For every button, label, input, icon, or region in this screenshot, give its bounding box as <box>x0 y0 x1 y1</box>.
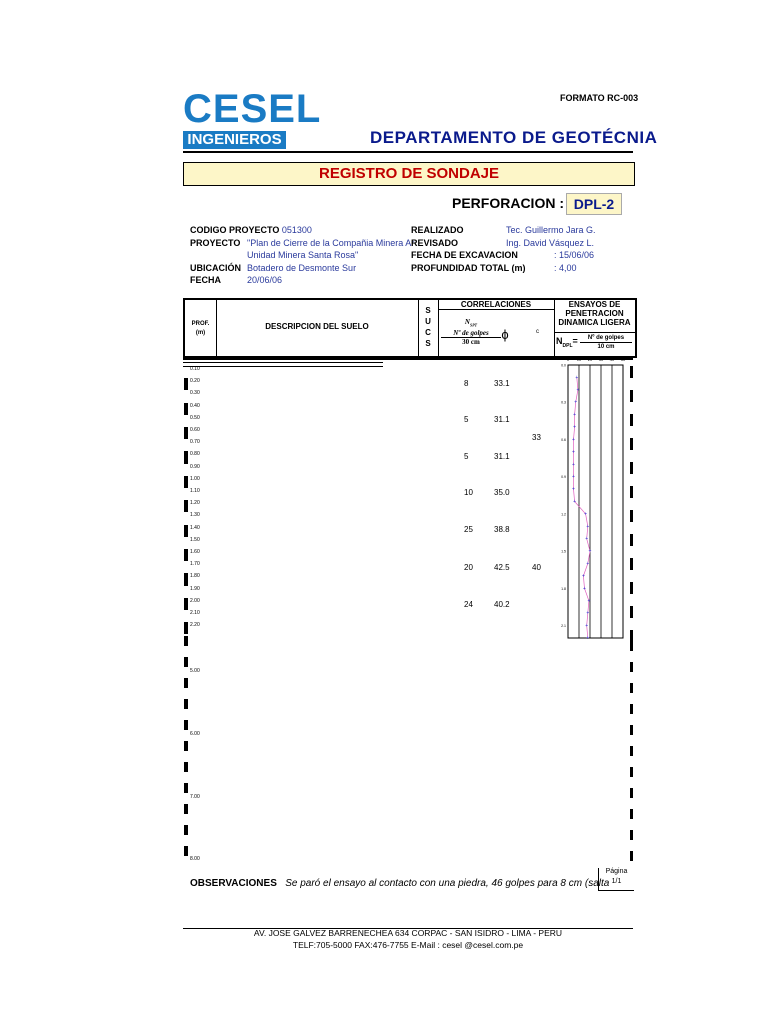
data-point: + <box>572 474 575 481</box>
x-tick-label: 50 <box>620 357 626 362</box>
nspt-value: 5 <box>464 415 469 424</box>
data-point: + <box>585 623 589 630</box>
nspt-value: 24 <box>464 600 473 609</box>
y-tick-label: 1.8 <box>561 586 566 591</box>
company-logo: CESEL <box>183 87 322 131</box>
x-tick-label: 10 <box>576 357 582 362</box>
perforacion-label: PERFORACION : <box>452 195 564 211</box>
ruler-bar <box>630 662 633 672</box>
phi-value: 31.1 <box>494 452 510 461</box>
data-point: + <box>572 436 575 443</box>
ruler-bar <box>630 767 633 777</box>
phi-header: ϕ <box>501 327 509 342</box>
proyecto-value-1: "Plan de Cierre de la Compañia Minera Ar <box>247 237 415 248</box>
depth-label: 0.60 <box>190 427 200 433</box>
data-point: + <box>586 561 590 568</box>
data-point: + <box>584 511 588 518</box>
depth-label: 5.00 <box>190 668 200 674</box>
depth-label: 1.50 <box>190 536 200 543</box>
depth-label: 0.40 <box>190 402 200 409</box>
dpl-header: ENSAYOS DE PENETRACION DINAMICA LIGERA <box>558 300 631 327</box>
nspt-value: 20 <box>464 563 473 572</box>
ruler-bar <box>630 851 633 861</box>
perforacion-value: DPL-2 <box>566 193 622 215</box>
depth-label: 1.10 <box>190 488 200 494</box>
depth-bar <box>184 451 188 463</box>
ruler-bar <box>630 641 633 651</box>
depth-bar <box>184 846 188 856</box>
descripcion-header: DESCRIPCION DEL SUELO <box>265 322 369 331</box>
nspt-value: 5 <box>464 452 469 461</box>
ruler-bar <box>630 558 633 570</box>
depth-label: 1.60 <box>190 549 200 555</box>
document-title: REGISTRO DE SONDAJE <box>183 162 635 186</box>
depth-label: 1.80 <box>190 573 200 580</box>
depth-bar <box>184 476 188 488</box>
realizado-value: Tec. Guillermo Jara G. <box>506 225 596 235</box>
data-point: + <box>574 399 578 406</box>
ubicacion-label: UBICACIÓN <box>190 262 241 273</box>
ruler-bar <box>630 438 633 450</box>
info-left <box>190 224 420 287</box>
data-point: + <box>587 598 591 605</box>
y-tick-label: 1.2 <box>561 512 566 517</box>
data-point: + <box>585 536 589 543</box>
proyecto-label: PROYECTO <box>190 237 241 248</box>
data-point: + <box>572 449 575 456</box>
ruler-bar <box>630 366 633 378</box>
department-title: DEPARTAMENTO DE GEOTÉCNIA <box>370 128 658 147</box>
depth-bar <box>184 549 188 561</box>
ruler-bar <box>630 683 633 693</box>
observaciones <box>190 878 609 889</box>
depth-label: 0.10 <box>190 366 200 372</box>
profundidad-value: : 4,00 <box>554 262 577 273</box>
depth-bar <box>184 500 188 512</box>
fecha-excavacion-label: FECHA DE EXCAVACION <box>411 250 518 260</box>
depth-label: 0.90 <box>190 463 200 470</box>
chart-frame <box>568 365 623 638</box>
phi-value: 40.2 <box>494 600 510 609</box>
phi-value: 35.0 <box>494 488 510 497</box>
revisado-label: REVISADO <box>411 237 459 248</box>
ruler-bar <box>630 704 633 714</box>
fecha-excavacion-value: : 15/06/06 <box>554 250 595 260</box>
y-tick-label: 1.5 <box>561 549 566 554</box>
ruler-bar <box>630 809 633 819</box>
depth-label: 2.00 <box>190 597 200 604</box>
ruler-bar <box>630 582 633 594</box>
depth-bar <box>184 598 188 610</box>
observaciones-text: Se paró el ensayo al contacto con una piedra, 46 golpes para 8 cm (salta <box>285 878 610 889</box>
footer-address: AV. JOSE GALVEZ BARRENECHEA 634 CORPAC - SAN ISIDRO - LIMA - PERU <box>253 928 563 938</box>
depth-bar <box>184 783 188 793</box>
data-point: + <box>572 486 575 493</box>
info-right <box>411 224 633 274</box>
data-point: + <box>572 461 575 468</box>
ubicacion-value: Botadero de Desmonte Sur <box>247 262 357 273</box>
depth-bar <box>184 804 188 814</box>
proyecto-value-2: Unidad Minera Santa Rosa" <box>247 250 359 260</box>
ruler-bar <box>630 830 633 840</box>
log-table-header <box>183 298 637 358</box>
depth-label: 0.80 <box>190 451 200 458</box>
data-point: + <box>573 424 577 431</box>
nspt-value: 10 <box>464 488 473 497</box>
depth-label: 0.30 <box>190 390 200 397</box>
x-tick-label: 20 <box>587 357 593 362</box>
y-tick-label: 0.0 <box>561 363 566 368</box>
depth-label: 7.00 <box>190 794 200 800</box>
data-point: + <box>586 610 590 617</box>
c-header: c <box>536 329 539 335</box>
depth-bar <box>184 762 188 772</box>
data-point: + <box>573 499 577 505</box>
depth-label: 6.00 <box>190 731 200 737</box>
ruler-bar <box>630 486 633 498</box>
ruler-bar <box>630 462 633 474</box>
revisado-value: Ing. David Vásquez L. <box>506 237 595 248</box>
data-point: + <box>573 412 577 419</box>
ruler-bar <box>630 606 633 618</box>
fecha-value: 20/06/06 <box>247 275 283 285</box>
depth-bar <box>184 825 188 835</box>
depth-label: 1.00 <box>190 475 200 482</box>
depth-bar <box>184 622 188 634</box>
phi-value: 31.1 <box>494 415 510 424</box>
data-point: + <box>586 635 590 640</box>
ruler-bar <box>630 534 633 546</box>
profundidad-label: PROFUNDIDAD TOTAL (m) <box>411 262 526 273</box>
x-tick-label: 30 <box>598 357 604 362</box>
nspt-value: 25 <box>464 525 473 534</box>
y-tick-label: 0.9 <box>561 475 566 480</box>
depth-bar <box>184 378 188 390</box>
footer-contact: TELF:705-5000 FAX:476-7755 E-Mail : cesel @cesel.com.pe <box>292 940 524 950</box>
depth-label: 8.00 <box>190 856 200 862</box>
codigo-value: 051300 <box>281 225 312 235</box>
ruler-bar <box>630 630 633 642</box>
c-value: 33 <box>532 433 541 442</box>
c-value: 40 <box>532 563 541 572</box>
ruler-bar <box>630 510 633 522</box>
data-point: + <box>576 387 580 394</box>
correlaciones-header: CORRELACIONES <box>460 300 532 309</box>
nspt-header: $N_{SPT}$ Nº de golpes 30 cm <box>441 318 501 346</box>
ndpl-header: $N_{DPL}=$ <box>556 336 578 349</box>
depth-bar <box>184 657 188 667</box>
depth-label: 2.20 <box>190 622 200 629</box>
data-point: + <box>588 548 592 555</box>
data-point: + <box>575 374 579 381</box>
depth-label: 0.70 <box>190 439 200 446</box>
depth-label: 2.10 <box>190 610 200 616</box>
x-tick-label: 40 <box>609 357 615 362</box>
depth-bar <box>184 699 188 709</box>
sucs-header: S U C S <box>425 306 431 348</box>
phi-value: 42.5 <box>494 563 510 572</box>
depth-bar <box>184 741 188 751</box>
nspt-value: 8 <box>464 379 469 388</box>
divider <box>183 151 633 153</box>
depth-bar <box>184 636 188 646</box>
depth-bar <box>184 403 188 415</box>
prof-unit: (m) <box>195 330 206 336</box>
dpl-chart <box>555 355 630 640</box>
depth-bar <box>184 427 188 439</box>
pagina-box: Página 1/1 <box>598 868 634 891</box>
data-point: + <box>583 585 586 592</box>
realizado-label: REALIZADO <box>411 225 464 235</box>
depth-label: 0.20 <box>190 378 200 385</box>
fecha-label: FECHA <box>190 275 221 285</box>
y-tick-label: 2.1 <box>561 624 566 629</box>
y-tick-label: 0.6 <box>561 437 566 442</box>
phi-value: 38.8 <box>494 525 510 534</box>
prof-header: PROF. <box>191 321 210 327</box>
x-tick-label: 0 <box>566 357 570 362</box>
data-point: + <box>586 523 590 530</box>
depth-label: 1.90 <box>190 585 200 592</box>
depth-label: 0.50 <box>190 414 200 421</box>
depth-bar <box>184 573 188 585</box>
company-logo-sub: INGENIEROS <box>183 131 286 149</box>
depth-bar <box>184 525 188 537</box>
depth-label: 1.30 <box>190 512 200 519</box>
ruler-bar <box>630 746 633 756</box>
depth-bar <box>184 720 188 730</box>
ruler-bar <box>630 788 633 798</box>
codigo-label: CODIGO PROYECTO <box>190 225 280 235</box>
y-tick-label: 0.3 <box>561 400 566 405</box>
ndpl-golpes: Nº de golpes 10 cm <box>580 334 632 351</box>
ruler-bar <box>630 390 633 402</box>
data-point: + <box>581 573 585 580</box>
depth-label: 1.40 <box>190 524 200 531</box>
depth-label: 1.20 <box>190 500 200 507</box>
ruler-bar <box>630 725 633 735</box>
observaciones-label: OBSERVACIONES <box>190 878 277 889</box>
formato-code: FORMATO RC-003 <box>560 93 639 103</box>
phi-value: 33.1 <box>494 379 510 388</box>
depth-label: 1.70 <box>190 561 200 568</box>
ruler-bar <box>630 414 633 426</box>
depth-bar <box>184 678 188 688</box>
